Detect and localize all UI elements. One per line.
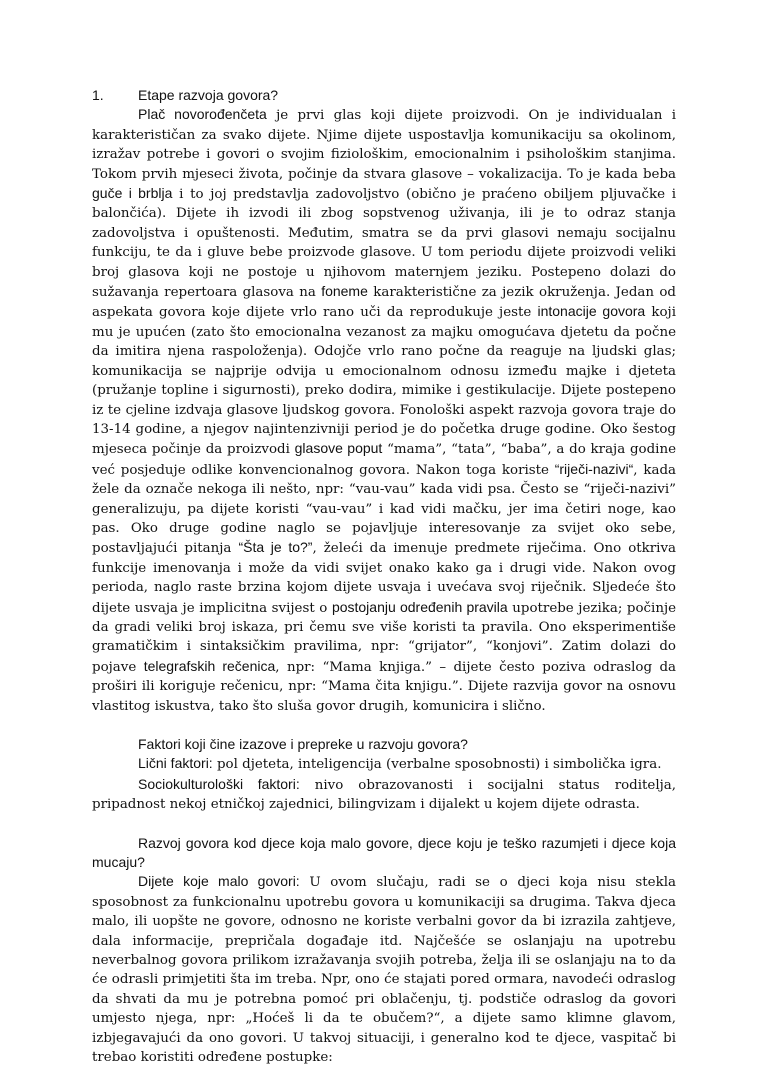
section-3-paragraph: Dijete koje malo govori: U ovom slučaju, radi se o djeci koja nisu stekla sposobnost za funkcionalnu upotrebu govora u komunikaciji sa drugima. Takva djeca malo, ili uopšte ne govore, odnosno ne koriste verbalni govor da bi izrazila zahtjeve, dala informacije, prepričala događaje itd. Najčešće se oslanjaju na upotrebu neverbalnog govora prilikom izražavanja svojih potreba, želja ili se oslanjaju na to da će odrasli primjetiti šta im treba. Npr, ono će stajati pored ormara, navodeći odraslog da shvati da mu je potrebna pomoć pri oblačenju, tj. podstiče odraslog da govori umjesto njega, npr: „Hoćeš li da te obučem?“, a dijete samo klimne glavom, izbjegavajući da ono govori. U takvoj situaciji, i generalno kod te djece, vaspitač bi trebao koristiti određene postupke: [92, 873, 676, 1066]
term-telegraphic: telegrafskih rečenica [143, 657, 276, 674]
section-2-heading: Faktori koji čine izazove i prepreke u razvoju govora? [138, 736, 468, 752]
personal-factors: Lični faktori: pol djeteta, inteligencija (verbalne sposobnosti) i simbolička igra. [138, 755, 662, 773]
personal-factors-label: Lični faktori: [138, 755, 213, 772]
section-3-heading: Razvoj govora kod djece koja malo govore, djece koju je teško razumjeti i djece koja mucaju? [92, 834, 676, 871]
term-sounds-like: glasove poput [294, 440, 383, 457]
socio-factors: Sociokulturološki faktori: nivo obrazovanosti i socijalni status roditelja, pripadnost nekoj etničkoj zajednici, bilingvizam i dijalekt u kojem dijete odrasta. [92, 775, 676, 813]
section-1-title [92, 86, 676, 105]
term-name-words: “riječi-nazivi“ [554, 460, 634, 477]
socio-factors-label: Sociokulturološki faktori: [138, 775, 300, 792]
little-speech-label: Dijete koje malo govori: [138, 873, 300, 890]
term-what-is-it: “Šta je to?” [238, 539, 313, 556]
term-rules: postojanju određenih pravila [331, 598, 508, 615]
section-1-paragraph: Plač novorođenčeta je prvi glas koji dijete proizvodi. On je individualan i karakterističan za svako dijete. Njime dijete uspostavlja komunikaciju sa okolinom, izražav potrebe i govori o svojim fiziološkim, emocionalnim i psihološkim stanjima. Tokom prvih mjeseci života, počinje da stvara glasove – vokalizacija. To je kada beba guče i brblja i to joj predstavlja zadovoljstvo (obično je praćeno obiljem pljuvačke i balončića). Dijete ih izvodi ili zbog sopstvenog uživanja, ili je to odraz stanja zadovoljstva i opuštenosti. Međutim, smatra se da prvi glasovi nemaju socijalnu funkciju, te da i gluve bebe proizvode glasove. U tom periodu dijete proizvodi veliki broj glasova koji ne postoje u njihovom maternjem jeziku. Postepeno dolazi do sužavanja repertoara glasova na foneme karakteristične za jezik okruženja. Jedan od aspekata govora koje dijete vrlo rano uči da reprodukuje jeste intonacije govora koji mu je upućen (zato što emocionalna vezanost za majku omogućava djetetu da počne da imitira njena raspoloženja). Odojče vrlo rano počne da reaguje na ljudski glas; komunikacija se najprije odvija u emocionalnom odnosu između majke i djeteta (pružanje topline i sigurnosti), preko dodira, mimike i gestikulacije. Dijete postepeno iz te cjeline izdvaja glasove ljudskog govora. Fonološki aspekt razvoja govora traje do 13-14 godine, a njegov najintenzivniji period je do početka druge godine. Oko šestog mjeseca počinje da proizvodi glasove poput “mama”, “tata”, “baba”, a do kraja godine već posjeduje odlike konvencionalnog govora. Nakon toga koriste “riječi-nazivi“, kada žele da označe nekoga ili nešto, npr: “vau-vau” kada vidi psa. Često se “riječi-nazivi” generalizuju, pa dijete koristi “vau-vau” i kad vidi mačku, jer ima četiri noge, kao pas. Oko druge godine naglo se pojavljuje interesovanje za svijet oko sebe, postavljajući pitanja “Šta je to?”, želeći da imenuje predmete riječima. Ono otkriva funkcije imenovanja i može da vidi svijet onako kako ga i drugi vide. Nakon ovog perioda, naglo raste brzina kojom dijete usvaja i uvećava svoj riječnik. Sljedeće što dijete usvaja je implicitna svijest o postojanju određenih pravila upotrebe jezika; počinje da gradi veliki broj iskaza, pri čemu sve više koristi ta pravila. Ono eksperimentiše gramatičkim i sintaksičkim pravilima, npr: “grijator”, “konjovi”. Zatim dolazi do pojave telegrafskih rečenica, npr: “Mama knjiga.” – dijete često poziva odraslog da proširi ili koriguje rečenicu, npr: “Mama čita knjigu.”. Dijete razvija govor na osnovu vlastitog iskustva, tako što sluša govor drugih, komunicira i slično. [92, 106, 677, 714]
term-phonemes: foneme [321, 283, 368, 300]
section-title-text: Etape razvoja govora? [138, 87, 279, 103]
section-number: 1. [92, 87, 104, 103]
term-newborn-cry: Plač novorođenčeta [138, 106, 267, 123]
term-cooing: guče i brblja [92, 185, 173, 202]
term-intonation: intonacije govora [537, 303, 646, 320]
